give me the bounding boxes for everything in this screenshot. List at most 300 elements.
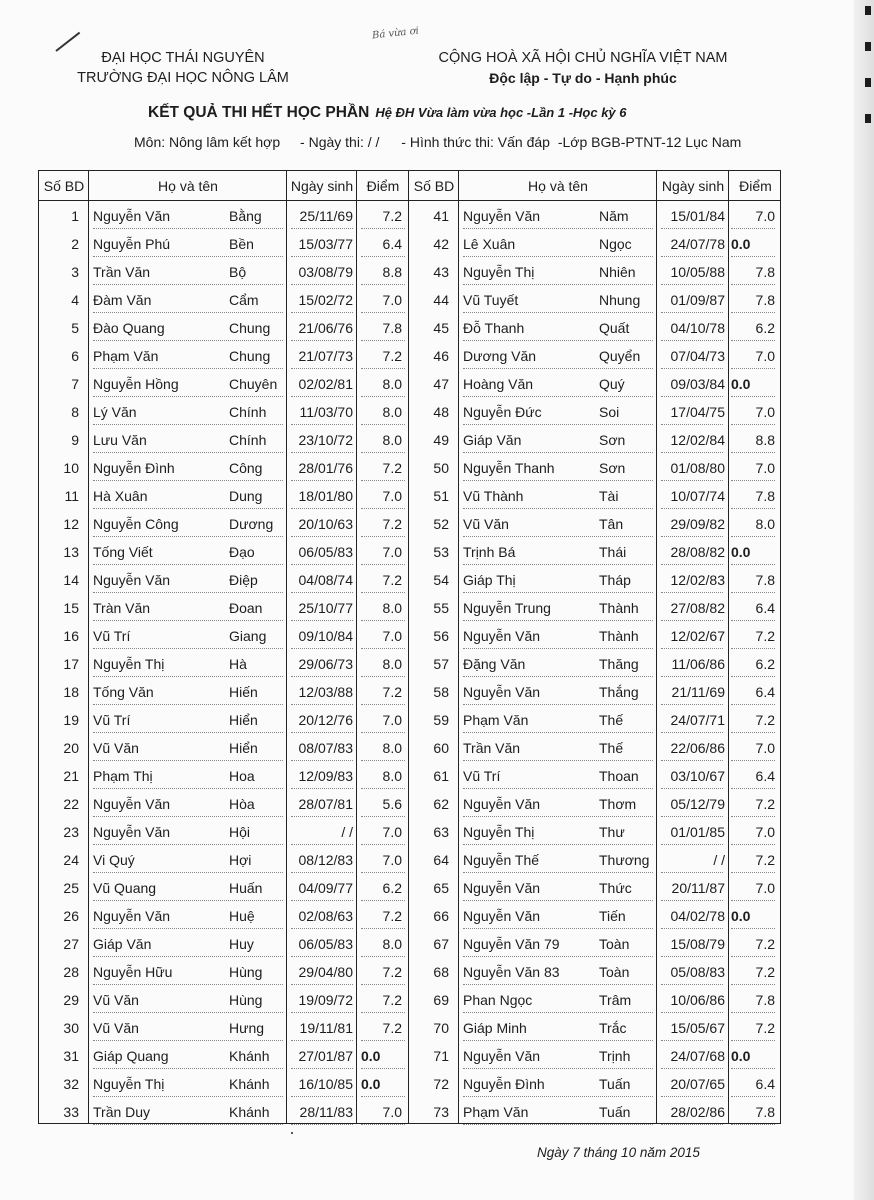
row-rule: [661, 1124, 723, 1125]
last-name-cell: Vũ Trí: [93, 628, 131, 644]
last-name-cell: Phạm Văn: [93, 348, 159, 364]
school-name: TRƯỜNG ĐẠI HỌC NÔNG LÂM: [77, 70, 289, 86]
sbd-cell: 25: [63, 880, 79, 896]
table-row: [39, 649, 780, 677]
score-cell: 7.0: [755, 404, 775, 420]
national-header: [408, 48, 758, 88]
first-name-cell: Huy: [229, 936, 254, 952]
score-cell: 7.2: [755, 1020, 775, 1036]
sbd-cell: 24: [63, 852, 79, 868]
first-name-cell: Bộ: [229, 264, 247, 280]
first-name-cell: Soi: [599, 404, 620, 420]
score-cell: 8.0: [755, 516, 775, 532]
last-name-cell: Vũ Văn: [93, 1020, 139, 1036]
sbd-cell: 15: [63, 600, 79, 616]
sbd-cell: 63: [433, 824, 449, 840]
dob-cell: 06/05/83: [298, 544, 353, 560]
last-name-cell: Phan Ngọc: [463, 992, 533, 1008]
last-name-cell: Nguyễn Văn: [463, 880, 541, 896]
score-cell: 7.0: [382, 824, 402, 840]
score-cell: 8.8: [382, 264, 402, 280]
last-name-cell: Vi Quý: [93, 852, 135, 868]
dob-cell: 10/05/88: [670, 264, 725, 280]
table-row: [39, 229, 780, 257]
exam-info: [134, 134, 741, 150]
last-name-cell: Nguyễn Hồng: [93, 376, 179, 392]
last-name-cell: Giáp Thị: [463, 572, 516, 588]
title-sub: Hệ ĐH Vừa làm vừa học -Lần 1 -Học kỳ 6: [375, 105, 627, 120]
dob-cell: 09/03/84: [670, 376, 725, 392]
title-main: KẾT QUẢ THI HẾT HỌC PHẦN: [148, 104, 370, 121]
first-name-cell: Thăng: [599, 656, 639, 672]
last-name-cell: Nguyễn Văn: [463, 908, 541, 924]
dob-cell: 24/07/71: [670, 712, 725, 728]
first-name-cell: Hiển: [229, 740, 258, 756]
first-name-cell: Hiển: [229, 712, 258, 728]
last-name-cell: Vũ Trí: [93, 712, 131, 728]
score-cell: 6.4: [755, 1076, 775, 1092]
results-table: [38, 170, 781, 1124]
score-cell: 7.0: [382, 1104, 402, 1120]
dob-cell: / /: [713, 852, 725, 868]
score-cell: 8.0: [382, 936, 402, 952]
sbd-cell: 2: [71, 236, 79, 252]
last-name-cell: Nguyễn Văn 79: [463, 936, 560, 952]
first-name-cell: Sơn: [599, 460, 626, 476]
last-name-cell: Tống Văn: [93, 684, 154, 700]
score-cell: 7.8: [382, 320, 402, 336]
sbd-cell: 6: [71, 348, 79, 364]
first-name-cell: Khánh: [229, 1076, 270, 1092]
last-name-cell: Nguyễn Văn: [93, 824, 171, 840]
sbd-cell: 72: [433, 1076, 449, 1092]
table-row: [39, 1013, 780, 1041]
last-name-cell: Nguyễn Văn: [93, 572, 171, 588]
national-motto: Độc lập - Tự do - Hạnh phúc: [489, 70, 677, 86]
document-title: [148, 104, 627, 122]
sbd-cell: 5: [71, 320, 79, 336]
score-cell: 6.4: [382, 236, 402, 252]
first-name-cell: Trịnh: [599, 1048, 631, 1064]
score-cell: 7.2: [382, 908, 402, 924]
sbd-cell: 41: [433, 208, 449, 224]
first-name-cell: Tuấn: [599, 1104, 631, 1120]
last-name-cell: Lưu Văn: [93, 432, 147, 448]
sbd-cell: 48: [433, 404, 449, 420]
last-name-cell: Nguyễn Thanh: [463, 460, 555, 476]
university-name: ĐẠI HỌC THÁI NGUYÊN: [101, 50, 265, 66]
last-name-cell: Trịnh Bá: [463, 544, 516, 560]
score-cell: 7.2: [382, 684, 402, 700]
last-name-cell: Nguyễn Trung: [463, 600, 551, 616]
score-cell: 0.0: [731, 236, 751, 252]
dob-cell: 01/09/87: [670, 292, 725, 308]
dob-cell: 10/07/74: [670, 488, 725, 504]
score-cell: 7.2: [382, 516, 402, 532]
first-name-cell: Quý: [599, 376, 625, 392]
exam-date: - Ngày thi: / /: [300, 134, 380, 150]
row-rule: [463, 1124, 653, 1125]
first-name-cell: Huấn: [229, 880, 263, 896]
first-name-cell: Đoan: [229, 600, 263, 616]
score-cell: 6.2: [382, 880, 402, 896]
table-row: [39, 677, 780, 705]
sbd-cell: 69: [433, 992, 449, 1008]
sbd-cell: 49: [433, 432, 449, 448]
score-cell: 6.2: [755, 656, 775, 672]
score-cell: 7.0: [382, 712, 402, 728]
last-name-cell: Nguyễn Văn: [93, 908, 171, 924]
table-row: [39, 845, 780, 873]
score-cell: 0.0: [361, 1048, 381, 1064]
score-cell: 7.2: [382, 208, 402, 224]
first-name-cell: Chính: [229, 432, 267, 448]
last-name-cell: Nguyễn Thị: [463, 264, 535, 280]
last-name-cell: Nguyễn Văn: [463, 796, 541, 812]
dob-cell: / /: [341, 824, 353, 840]
score-cell: 7.2: [755, 852, 775, 868]
table-row: [39, 593, 780, 621]
header-sbd-left: Số BD: [43, 178, 85, 194]
last-name-cell: Nguyễn Hữu: [93, 964, 173, 980]
last-name-cell: Trần Văn: [93, 264, 151, 280]
dob-cell: 01/08/80: [670, 460, 725, 476]
dob-cell: 21/06/76: [298, 320, 353, 336]
table-row: [39, 929, 780, 957]
dob-cell: 09/10/84: [298, 628, 353, 644]
first-name-cell: Nhung: [599, 292, 641, 308]
table-row: [39, 313, 780, 341]
score-cell: 5.6: [382, 796, 402, 812]
last-name-cell: Nguyễn Đức: [463, 404, 542, 420]
sbd-cell: 10: [63, 460, 79, 476]
first-name-cell: Thoan: [599, 768, 639, 784]
table-row: [39, 285, 780, 313]
first-name-cell: Quyển: [599, 348, 641, 364]
table-row: [39, 705, 780, 733]
row-rule: [291, 1124, 353, 1125]
header-score-left: Điểm: [366, 178, 400, 194]
dob-cell: 12/09/83: [298, 768, 353, 784]
last-name-cell: Nguyễn Phú: [93, 236, 171, 252]
first-name-cell: Dương: [229, 516, 274, 532]
first-name-cell: Thành: [599, 600, 639, 616]
first-name-cell: Tài: [599, 488, 619, 504]
score-cell: 7.0: [755, 740, 775, 756]
table-row: [39, 397, 780, 425]
score-cell: 7.2: [755, 964, 775, 980]
dob-cell: 19/09/72: [298, 992, 353, 1008]
last-name-cell: Nguyễn Văn: [463, 208, 541, 224]
first-name-cell: Sơn: [599, 432, 626, 448]
score-cell: 7.8: [755, 264, 775, 280]
first-name-cell: Thương: [599, 852, 650, 868]
sbd-cell: 57: [433, 656, 449, 672]
dob-cell: 03/10/67: [670, 768, 725, 784]
dob-cell: 25/10/77: [298, 600, 353, 616]
table-row: [39, 369, 780, 397]
first-name-cell: Quất: [599, 320, 630, 336]
score-cell: 6.2: [755, 320, 775, 336]
sbd-cell: 42: [433, 236, 449, 252]
score-cell: 7.0: [755, 824, 775, 840]
score-cell: 6.4: [755, 684, 775, 700]
table-row: [39, 481, 780, 509]
sbd-cell: 29: [63, 992, 79, 1008]
score-cell: 8.0: [382, 376, 402, 392]
last-name-cell: Phạm Thị: [93, 768, 153, 784]
last-name-cell: Lê Xuân: [463, 236, 516, 252]
first-name-cell: Khánh: [229, 1048, 270, 1064]
dob-cell: 20/11/87: [671, 880, 725, 896]
last-name-cell: Nguyễn Văn: [93, 796, 171, 812]
dob-cell: 02/08/63: [298, 908, 353, 924]
row-rule: [731, 1124, 775, 1125]
dob-cell: 12/03/88: [298, 684, 353, 700]
row-rule: [361, 1124, 405, 1125]
first-name-cell: Thái: [599, 544, 627, 560]
table-row: [39, 537, 780, 565]
sbd-cell: 43: [433, 264, 449, 280]
sbd-cell: 62: [433, 796, 449, 812]
sbd-cell: 31: [63, 1048, 79, 1064]
dob-cell: 10/06/86: [670, 992, 725, 1008]
dob-cell: 15/03/77: [298, 236, 353, 252]
first-name-cell: Thơm: [599, 796, 637, 812]
dob-cell: 27/01/87: [298, 1048, 353, 1064]
score-cell: 7.2: [382, 964, 402, 980]
dob-cell: 06/05/83: [298, 936, 353, 952]
first-name-cell: Tuấn: [599, 1076, 631, 1092]
first-name-cell: Bền: [229, 236, 254, 252]
score-cell: 0.0: [731, 908, 751, 924]
table-row: [39, 901, 780, 929]
table-row: [39, 1069, 780, 1097]
score-cell: 7.2: [755, 796, 775, 812]
last-name-cell: Nguyễn Thị: [93, 656, 165, 672]
score-cell: 7.0: [755, 348, 775, 364]
sbd-cell: 65: [433, 880, 449, 896]
score-cell: 6.4: [755, 768, 775, 784]
dob-cell: 28/11/83: [299, 1104, 353, 1120]
first-name-cell: Hợi: [229, 852, 252, 868]
sbd-cell: 30: [63, 1020, 79, 1036]
first-name-cell: Năm: [599, 208, 629, 224]
last-name-cell: Nguyễn Thị: [463, 824, 535, 840]
score-cell: 6.4: [755, 600, 775, 616]
score-cell: 7.0: [382, 544, 402, 560]
last-name-cell: Vũ Quang: [93, 880, 157, 896]
sbd-cell: 44: [433, 292, 449, 308]
score-cell: 7.2: [382, 572, 402, 588]
sbd-cell: 26: [63, 908, 79, 924]
first-name-cell: Thế: [599, 740, 624, 756]
dob-cell: 21/07/73: [298, 348, 353, 364]
first-name-cell: Đạo: [229, 544, 255, 560]
sbd-cell: 22: [63, 796, 79, 812]
last-name-cell: Nguyễn Văn: [93, 208, 171, 224]
sbd-cell: 8: [71, 404, 79, 420]
score-cell: 0.0: [731, 1048, 751, 1064]
score-cell: 7.0: [382, 488, 402, 504]
last-name-cell: Tống Viết: [93, 544, 153, 560]
first-name-cell: Bằng: [229, 208, 262, 224]
dob-cell: 20/07/65: [670, 1076, 725, 1092]
score-cell: 7.8: [755, 992, 775, 1008]
last-name-cell: Nguyễn Văn: [463, 684, 541, 700]
sbd-cell: 66: [433, 908, 449, 924]
sbd-cell: 58: [433, 684, 449, 700]
signature-date: Ngày 7 tháng 10 năm 2015: [537, 1145, 700, 1160]
table-row: [39, 733, 780, 761]
first-name-cell: Hiến: [229, 684, 258, 700]
last-name-cell: Nguyễn Văn: [463, 1048, 541, 1064]
table-row: [39, 1041, 780, 1069]
score-cell: 7.0: [755, 208, 775, 224]
score-cell: 7.2: [382, 460, 402, 476]
sbd-cell: 51: [433, 488, 449, 504]
first-name-cell: Toàn: [599, 964, 630, 980]
score-cell: 7.0: [755, 880, 775, 896]
last-name-cell: Giáp Văn: [93, 936, 152, 952]
dob-cell: 03/08/79: [298, 264, 353, 280]
score-cell: 7.0: [382, 628, 402, 644]
score-cell: 7.2: [382, 1020, 402, 1036]
sbd-cell: 33: [63, 1104, 79, 1120]
score-cell: 8.0: [382, 600, 402, 616]
first-name-cell: Thành: [599, 628, 639, 644]
dob-cell: 15/01/84: [670, 208, 725, 224]
score-cell: 7.8: [755, 488, 775, 504]
sbd-cell: 3: [71, 264, 79, 280]
score-cell: 7.2: [755, 712, 775, 728]
sbd-cell: 12: [63, 516, 79, 532]
first-name-cell: Tân: [599, 516, 624, 532]
sbd-cell: 17: [63, 656, 79, 672]
last-name-cell: Phạm Văn: [463, 712, 529, 728]
sbd-cell: 27: [63, 936, 79, 952]
dob-cell: 29/06/73: [298, 656, 353, 672]
last-name-cell: Trần Văn: [463, 740, 521, 756]
last-name-cell: Vũ Thành: [463, 488, 524, 504]
sbd-cell: 13: [63, 544, 79, 560]
first-name-cell: Hòa: [229, 796, 255, 812]
sbd-cell: 4: [71, 292, 79, 308]
dob-cell: 24/07/68: [670, 1048, 725, 1064]
dob-cell: 15/08/79: [670, 936, 725, 952]
dob-cell: 20/12/76: [298, 712, 353, 728]
last-name-cell: Nguyễn Thế: [463, 852, 540, 868]
first-name-cell: Chính: [229, 404, 267, 420]
first-name-cell: Chung: [229, 348, 271, 364]
score-cell: 8.0: [382, 656, 402, 672]
sbd-cell: 71: [433, 1048, 449, 1064]
sbd-cell: 21: [63, 768, 79, 784]
header-dob-left: Ngày sinh: [290, 178, 354, 194]
score-cell: 8.0: [382, 768, 402, 784]
last-name-cell: Nguyễn Văn 83: [463, 964, 560, 980]
sbd-cell: 1: [71, 208, 79, 224]
scanner-edge: [854, 0, 874, 1200]
exam-form: - Hình thức thi: Vấn đáp: [401, 134, 550, 150]
table-row: [39, 453, 780, 481]
score-cell: 7.8: [755, 572, 775, 588]
first-name-cell: Thắng: [599, 684, 639, 700]
last-name-cell: Giáp Minh: [463, 1020, 527, 1036]
sbd-cell: 45: [433, 320, 449, 336]
first-name-cell: Giang: [229, 628, 267, 644]
class-name: -Lớp BGB-PTNT-12 Lục Nam: [557, 134, 742, 150]
dob-cell: 12/02/83: [670, 572, 725, 588]
table-row: [39, 341, 780, 369]
sbd-cell: 59: [433, 712, 449, 728]
dob-cell: 11/03/70: [299, 404, 353, 420]
table-row: [39, 621, 780, 649]
score-cell: 7.2: [382, 348, 402, 364]
sbd-cell: 68: [433, 964, 449, 980]
first-name-cell: Toàn: [599, 936, 630, 952]
sbd-cell: 16: [63, 628, 79, 644]
first-name-cell: Hội: [229, 824, 251, 840]
dob-cell: 24/07/78: [670, 236, 725, 252]
header-sbd-right: Số BD: [413, 178, 455, 194]
last-name-cell: Đặng Văn: [463, 656, 526, 672]
sbd-cell: 50: [433, 460, 449, 476]
first-name-cell: Nhiên: [599, 264, 636, 280]
sbd-cell: 70: [433, 1020, 449, 1036]
score-cell: 7.8: [755, 1104, 775, 1120]
last-name-cell: Vũ Trí: [463, 768, 501, 784]
dob-cell: 08/12/83: [298, 852, 353, 868]
first-name-cell: Hùng: [229, 964, 263, 980]
sbd-cell: 56: [433, 628, 449, 644]
dob-cell: 15/05/67: [670, 1020, 725, 1036]
sbd-cell: 7: [71, 376, 79, 392]
first-name-cell: Hùng: [229, 992, 263, 1008]
first-name-cell: Tháp: [599, 572, 631, 588]
last-name-cell: Tràn Văn: [93, 600, 151, 616]
country-name: CỘNG HOÀ XÃ HỘI CHỦ NGHĨA VIỆT NAM: [438, 50, 728, 66]
header-name-left: Họ và tên: [158, 178, 218, 194]
dob-cell: 01/01/85: [670, 824, 725, 840]
score-cell: 0.0: [731, 544, 751, 560]
sbd-cell: 61: [433, 768, 449, 784]
dob-cell: 22/06/86: [670, 740, 725, 756]
last-name-cell: Vũ Văn: [93, 992, 139, 1008]
sbd-cell: 11: [64, 488, 79, 504]
first-name-cell: Công: [229, 460, 263, 476]
first-name-cell: Thư: [599, 824, 625, 840]
header-name-right: Họ và tên: [528, 178, 588, 194]
sbd-cell: 32: [63, 1076, 79, 1092]
table-row: [39, 201, 780, 229]
last-name-cell: Đỗ Thanh: [463, 320, 525, 336]
sbd-cell: 73: [433, 1104, 449, 1120]
dob-cell: 28/02/86: [670, 1104, 725, 1120]
first-name-cell: Huệ: [229, 908, 255, 924]
last-name-cell: Nguyễn Thị: [93, 1076, 165, 1092]
dob-cell: 17/04/75: [670, 404, 725, 420]
header-dob-right: Ngày sinh: [661, 178, 725, 194]
first-name-cell: Thế: [599, 712, 624, 728]
first-name-cell: Thức: [599, 880, 632, 896]
table-row: [39, 1097, 780, 1125]
first-name-cell: Hà: [229, 656, 247, 672]
score-cell: 7.0: [382, 852, 402, 868]
sbd-cell: 20: [63, 740, 79, 756]
dob-cell: 28/01/76: [298, 460, 353, 476]
dob-cell: 27/08/82: [670, 600, 725, 616]
